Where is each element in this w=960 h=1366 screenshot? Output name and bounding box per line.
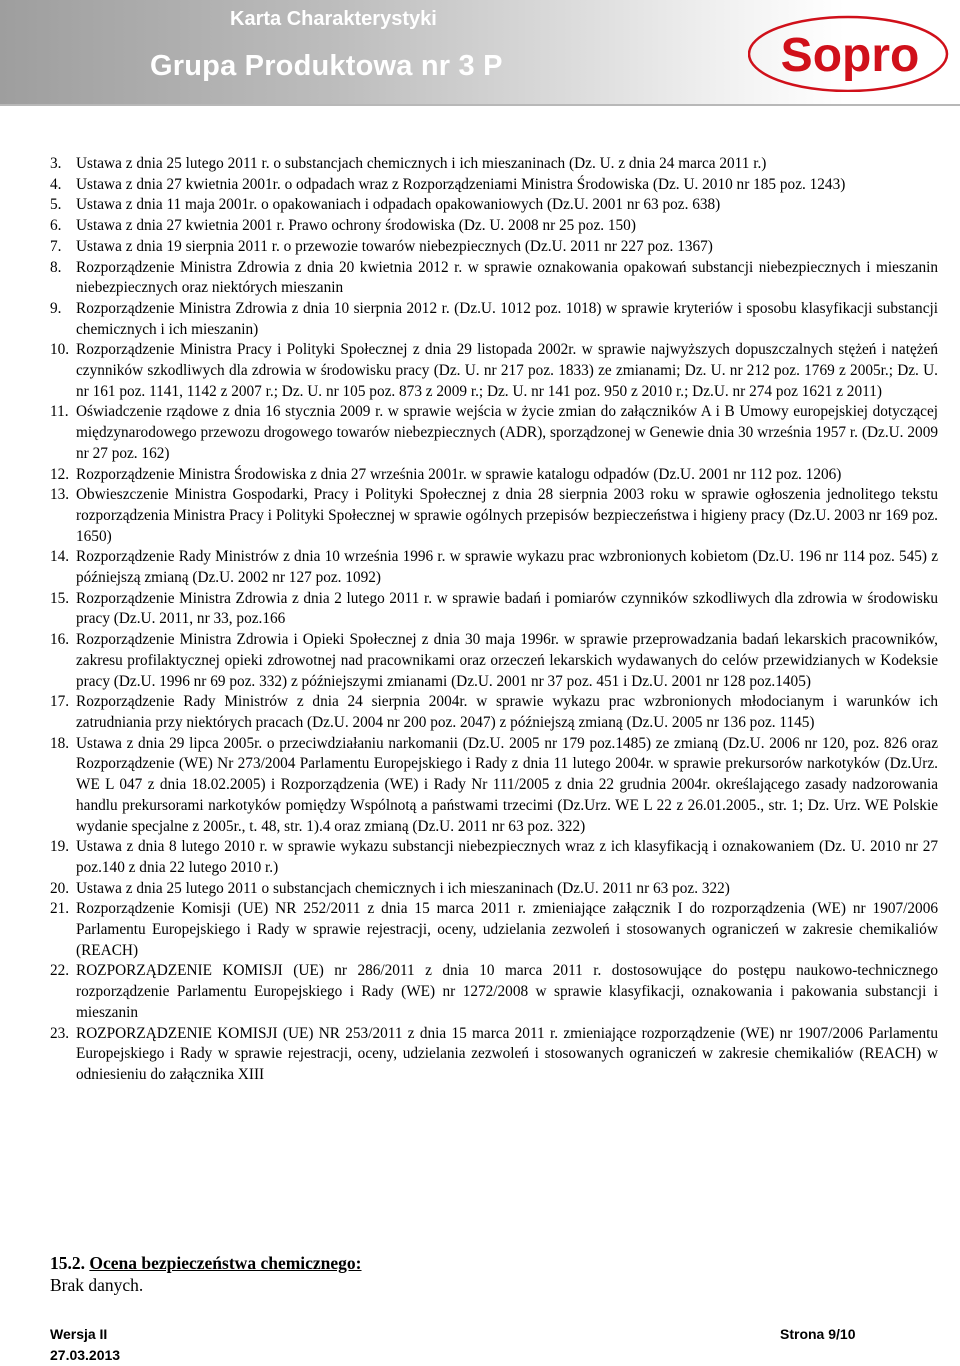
- list-item: [50, 175, 938, 196]
- list-item-number: 14.: [50, 548, 70, 566]
- header-divider: [0, 104, 960, 106]
- list-item: [50, 630, 938, 692]
- list-item-number: 4.: [50, 175, 62, 193]
- list-item-text: Rozporządzenie Rady Ministrów z dnia 24 sierpnia 2004r. w sprawie wykazu prac wzbronionych młodocianym i warunków ich zatrudniania przy niektórych pracach (Dz.U. 2004 nr 200 poz. 2047) z późniejszą zmianą (Dz.U. 2005 nr 136 poz. 1145): [76, 693, 938, 731]
- list-item-number: 5.: [50, 196, 62, 214]
- regulations-list: [50, 154, 938, 1086]
- list-item-number: 20.: [50, 879, 70, 897]
- list-item-number: 16.: [50, 631, 70, 649]
- list-item: [50, 237, 938, 258]
- list-item-text: Ustawa z dnia 8 lutego 2010 r. w sprawie wykazu substancji niebezpiecznych wraz z ich klasyfikacją i oznakowaniem (Dz. U. 2010 nr 27 poz.140 z dnia 22 lutego 2010 r.): [76, 838, 938, 876]
- section-body: Brak danych.: [50, 1275, 144, 1295]
- document-version: Wersja II: [50, 1326, 108, 1342]
- section-title: Ocena bezpieczeństwa chemicznego:: [89, 1253, 362, 1273]
- list-item-text: Ustawa z dnia 27 kwietnia 2001r. o odpadach wraz z Rozporządzeniami Ministra Środowiska (Dz. U. 2010 nr 185 poz. 1243): [76, 175, 846, 193]
- list-item: [50, 258, 938, 299]
- list-item-number: 23.: [50, 1024, 70, 1042]
- document-date: 27.03.2013: [50, 1347, 121, 1363]
- list-item-number: 21.: [50, 900, 70, 918]
- list-item-text: Rozporządzenie Ministra Zdrowia z dnia 2 lutego 2011 r. w sprawie badań i pomiarów czynników szkodliwych dla zdrowia w środowisku pracy (Dz.U. 2011, nr 33, poz.166: [76, 589, 938, 628]
- list-item: [50, 899, 938, 961]
- list-item-number: 10.: [50, 341, 70, 359]
- list-item: [50, 465, 938, 486]
- list-item: [50, 154, 938, 175]
- list-item: [50, 692, 938, 733]
- list-item-text: Rozporządzenie Ministra Zdrowia z dnia 20 kwietnia 2012 r. w sprawie oznakowania opakowań substancji niebezpiecznych i mieszanin niebezpiecznych oraz niektórych mieszanin: [76, 258, 938, 297]
- list-item-text: Rozporządzenie Rady Ministrów z dnia 10 września 1996 r. w sprawie wykazu prac wzbronionych kobietom (Dz.U. 196 nr 114 poz. 545) z późniejszą zmianą (Dz.U. 2002 nr 127 poz. 1092): [76, 548, 938, 587]
- list-item-text: Ustawa z dnia 25 lutego 2011 o substancjach chemicznych i ich mieszaninach (Dz.U. 2011 nr 63 poz. 322): [76, 879, 730, 897]
- list-item-number: 13.: [50, 486, 70, 504]
- list-item: [50, 299, 938, 340]
- list-item: [50, 216, 938, 237]
- page-header: [0, 0, 960, 108]
- list-item-text: Rozporządzenie Ministra Pracy i Polityki Społecznej z dnia 29 listopada 2002r. w sprawie najwyższych dopuszczalnych stężeń i natężeń czynników szkodliwych dla zdrowia w środowisku pracy (Dz. U. nr 217 poz. 1833) ze zmianami; Dz. U. nr 212 poz. 1769 z 2005r.; Dz. U. nr 161 poz. 1141, 1142 z 2007 r.; Dz. U. nr 105 poz. 873 z 2009 r.; Dz. U. nr 141 poz. 950 z 2010 r.; Dz.U. nr 274 poz 1621 z 2011): [76, 341, 938, 400]
- list-item-number: 22.: [50, 962, 70, 980]
- page-number: Strona 9/10: [780, 1326, 856, 1342]
- list-item: [50, 547, 938, 588]
- section-number: 15.2.: [50, 1253, 85, 1273]
- list-item-text: Ustawa z dnia 25 lutego 2011 r. o substancjach chemicznych i ich mieszaninach (Dz. U. z dnia 24 marca 2011 r.): [76, 155, 767, 172]
- list-item-number: 3.: [50, 155, 62, 172]
- list-item-number: 12.: [50, 465, 70, 483]
- list-item-number: 7.: [50, 237, 62, 255]
- sopro-logo: [748, 14, 952, 92]
- section-heading: [50, 1252, 362, 1274]
- logo-wordmark: Sopro: [780, 29, 920, 82]
- list-item-text: ROZPORZĄDZENIE KOMISJI (UE) nr 286/2011 z dnia 10 marca 2011 r. dostosowujące do postępu naukowo-technicznego rozporządzenie Parlamentu Europejskiego i Rady (WE) nr 1272/2008 w sprawie klasyfikacji, oznakowania i pakowania substancji i mieszanin: [76, 962, 938, 1021]
- list-item-text: Ustawa z dnia 11 maja 2001r. o opakowaniach i odpadach opakowaniowych (Dz.U. 2001 nr 63 poz. 638): [76, 196, 721, 214]
- list-item-number: 8.: [50, 258, 62, 276]
- list-item: [50, 961, 938, 1023]
- list-item-text: Obwieszczenie Ministra Gospodarki, Pracy i Polityki Społecznej z dnia 28 sierpnia 2003 roku w sprawie ogłoszenia jednolitego tekstu rozporządzenia Ministra Pracy i Polityki Społecznej w sprawie ogólnych przepisów bezpieczeństwa i higieny pracy (Dz.U. 2003 nr 169 poz. 1650): [76, 486, 938, 545]
- list-item-number: 9.: [50, 299, 62, 317]
- list-item: [50, 195, 938, 216]
- list-item-number: 15.: [50, 589, 70, 607]
- list-item-text: Rozporządzenie Ministra Zdrowia z dnia 10 sierpnia 2012 r. (Dz.U. 1012 poz. 1018) w sprawie kryteriów i sposobu klasyfikacji substancji chemicznych i ich mieszanin): [76, 299, 938, 338]
- list-item: [50, 485, 938, 547]
- list-item-text: Ustawa z dnia 27 kwietnia 2001 r. Prawo ochrony środowiska (Dz. U. 2008 nr 25 poz. 150): [76, 217, 636, 235]
- list-item-text: Rozporządzenie Komisji (UE) NR 252/2011 z dnia 15 marca 2011 r. zmieniające załącznik I do rozporządzenia (WE) nr 1907/2006 Parlamentu Europejskiego i Rady w sprawie rejestracji, oceny, udzielania zezwoleń i stosowanych ograniczeń w zakresie chemikaliów (REACH): [76, 900, 938, 959]
- list-item: [50, 1024, 938, 1086]
- list-item: [50, 402, 938, 464]
- list-item: [50, 340, 938, 402]
- product-group-title: Grupa Produktowa nr 3 P: [150, 50, 503, 82]
- list-item-number: 6.: [50, 217, 62, 235]
- list-item-text: ROZPORZĄDZENIE KOMISJI (UE) NR 253/2011 z dnia 15 marca 2011 r. zmieniające rozporządzenie (WE) nr 1907/2006 Parlamentu Europejskiego i Rady w sprawie rejestracji, oceny, udzielania zezwoleń i stosowanych ograniczeń w zakresie chemikaliów (REACH) w odniesieniu do załącznika XIII: [76, 1024, 938, 1083]
- list-item-number: 18.: [50, 734, 70, 752]
- list-item-text: Rozporządzenie Ministra Środowiska z dnia 27 września 2001r. w sprawie katalogu odpadów (Dz.U. 2001 nr 112 poz. 1206): [76, 465, 842, 483]
- list-item-number: 19.: [50, 838, 70, 856]
- document-type: Karta Charakterystyki: [230, 8, 437, 30]
- list-item-text: Oświadczenie rządowe z dnia 16 stycznia 2009 r. w sprawie wejścia w życie zmian do załączników A i B Umowy europejskiej dotyczącej międzynarodowego przewozu drogowego towarów niebezpiecznych (ADR), sporządzonej w Genewie dnia 30 września 1957 r. (Dz.U. 2009 nr 27 poz. 162): [76, 403, 938, 462]
- list-item-number: 17.: [50, 693, 70, 711]
- list-item: [50, 734, 938, 838]
- list-item-number: 11.: [50, 403, 69, 421]
- list-item: [50, 589, 938, 630]
- list-item-text: Ustawa z dnia 19 sierpnia 2011 r. o przewozie towarów niebezpiecznych (Dz.U. 2011 nr 227 poz. 1367): [76, 237, 713, 255]
- list-item: [50, 879, 938, 900]
- list-item-text: Rozporządzenie Ministra Zdrowia i Opieki Społecznej z dnia 30 maja 1996r. w sprawie przeprowadzania badań lekarskich pracowników, zakresu profilaktycznej opieki zdrowotnej nad pracownikami oraz orzeczeń lekarskich wydawanych do celów przewidzianych w Kodeksie pracy (Dz.U. 1996 nr 69 poz. 332) z późniejszymi zmianami (Dz.U. 2001 nr 37 poz. 451 i Dz.U. 2001 nr 128 poz.1405): [76, 631, 938, 690]
- list-item: [50, 837, 938, 878]
- list-item-text: Ustawa z dnia 29 lipca 2005r. o przeciwdziałaniu narkomanii (Dz.U. 2005 nr 179 poz.1485) ze zmianą (Dz.U. 2006 nr 120, poz. 826 oraz Rozporządzenie (WE) Nr 273/2004 Parlamentu Europejskiego i Rady z dnia 11 lutego 2004r. w sprawie prekursorów narkotyków (Dz.Urz. WE L 047 z dnia 18.02.2005) i Rozporządzenia (WE) i Rady Nr 111/2005 z dnia 22 grudnia 2004r. określającego zasady nadzorowania handlu prekursorami narkotyków pomiędzy Wspólnotą a państwami trzecimi (Dz.Urz. WE L 22 z 26.01.2005., str. 1; Dz. Urz. WE Polskie wydanie specjalne z 2005r., t. 48, str. 1).4 oraz zmianą (Dz.U. 2011 nr 63 poz. 322): [76, 734, 938, 835]
